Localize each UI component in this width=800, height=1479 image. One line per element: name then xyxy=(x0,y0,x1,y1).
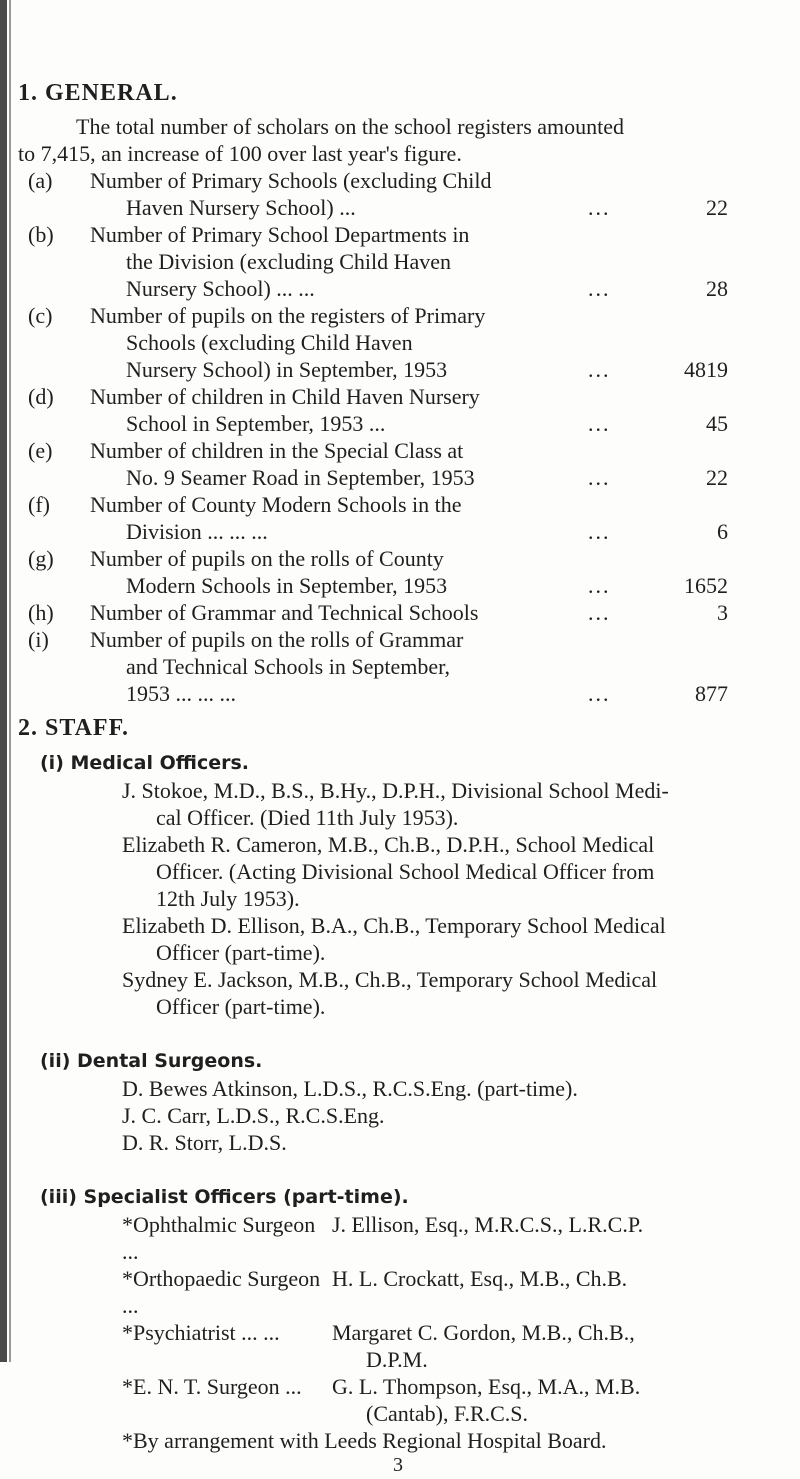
leader-dots: ... xyxy=(588,519,611,544)
item-number: 45 xyxy=(706,411,728,436)
specialist-name xyxy=(332,1211,752,1238)
item-value xyxy=(588,194,728,221)
item-number: 3 xyxy=(717,600,728,625)
entry-line: Officer (part-time). xyxy=(156,994,326,1019)
specialist-entry xyxy=(122,1319,762,1373)
specialist-name xyxy=(332,1373,752,1427)
item-text-line: School in September, 1953 ... xyxy=(126,411,386,436)
specialist-name xyxy=(332,1319,752,1373)
item-value xyxy=(588,275,728,302)
item-value xyxy=(588,680,728,707)
item-text xyxy=(90,221,560,302)
item-text-line: Modern Schools in September, 1953 xyxy=(126,573,448,598)
specialist-name-line: D.P.M. xyxy=(366,1347,428,1372)
item-text xyxy=(90,167,560,221)
leader-dots: ... xyxy=(588,411,611,436)
specialist-entry xyxy=(122,1373,762,1427)
item-text-line: Number of pupils on the registers of Primary xyxy=(90,303,486,328)
medical-officer-entry xyxy=(18,831,778,912)
item-text-line: Number of Primary Schools (excluding Child xyxy=(90,168,492,193)
item-text-line: Division ... ... ... xyxy=(126,519,268,544)
specialist-officers-list xyxy=(18,1211,778,1427)
medical-officer-entry xyxy=(18,912,778,966)
dental-surgeon-entry: D. R. Storr, L.D.S. xyxy=(122,1130,287,1155)
list-item xyxy=(28,599,728,626)
item-value xyxy=(588,356,728,383)
item-letter: (i) xyxy=(28,627,49,652)
item-value xyxy=(588,572,728,599)
item-text xyxy=(90,302,560,383)
item-value xyxy=(588,464,728,491)
item-value xyxy=(588,599,728,626)
item-text xyxy=(90,545,560,599)
leader-dots: ... xyxy=(588,681,611,706)
leader-dots: ... xyxy=(588,600,611,625)
page-number: 3 xyxy=(393,1454,403,1476)
item-letter: (d) xyxy=(28,384,54,409)
medical-officers-heading: (i) Medical Officers. xyxy=(40,752,249,774)
medical-officer-entry xyxy=(18,966,778,1020)
specialist-role: *Psychiatrist ... ... xyxy=(122,1320,280,1345)
specialist-name-line: G. L. Thompson, Esq., M.A., M.B. xyxy=(332,1374,641,1399)
item-letter: (e) xyxy=(28,438,53,463)
item-text xyxy=(90,437,560,491)
item-text-line: and Technical Schools in September, xyxy=(126,654,451,679)
item-text-line: Number of children in Child Haven Nursery xyxy=(90,384,480,409)
item-value xyxy=(588,410,728,437)
list-item xyxy=(28,302,728,383)
specialist-role: *Ophthalmic Surgeon ... xyxy=(122,1212,316,1264)
item-text xyxy=(90,599,560,626)
item-text-line: No. 9 Seamer Road in September, 1953 xyxy=(126,465,475,490)
list-item xyxy=(28,167,728,221)
list-item xyxy=(28,491,728,545)
item-text-line: Number of Primary School Departments in xyxy=(90,222,470,247)
entry-line: Officer. (Acting Divisional School Medical Officer from xyxy=(156,859,655,884)
page-edge-shadow xyxy=(0,0,7,1362)
item-letter: (c) xyxy=(28,303,53,328)
item-number: 1652 xyxy=(684,573,728,598)
item-text xyxy=(90,383,560,437)
item-text-line: Number of pupils on the rolls of County xyxy=(90,546,444,571)
item-value xyxy=(588,518,728,545)
section-1-heading: 1. GENERAL. xyxy=(18,80,178,106)
item-text-line: Nursery School) ... ... xyxy=(126,276,315,301)
item-text-line: Number of County Modern Schools in the xyxy=(90,492,462,517)
specialist-officers-heading: (iii) Specialist Officers (part-time). xyxy=(40,1186,409,1208)
dental-surgeons-heading: (ii) Dental Surgeons. xyxy=(40,1050,263,1072)
entry-line: Elizabeth D. Ellison, B.A., Ch.B., Temporary School Medical xyxy=(122,913,666,938)
item-text-line: Number of Grammar and Technical Schools xyxy=(90,600,479,625)
item-text-line: Number of pupils on the rolls of Grammar xyxy=(90,627,464,652)
list-item xyxy=(28,626,728,707)
item-text xyxy=(90,626,560,707)
entry-line: cal Officer. (Died 11th July 1953). xyxy=(156,805,459,830)
item-number: 22 xyxy=(706,195,728,220)
item-letter: (h) xyxy=(28,600,54,625)
item-number: 4819 xyxy=(684,357,728,382)
item-number: 877 xyxy=(695,681,728,706)
item-text-line: Nursery School) in September, 1953 xyxy=(126,357,448,382)
medical-officers-list xyxy=(18,777,778,1020)
item-letter: (a) xyxy=(28,168,53,193)
list-item xyxy=(28,545,728,599)
entry-line: J. Stokoe, M.D., B.S., B.Hy., D.P.H., Divisional School Medi- xyxy=(122,778,669,803)
leader-dots: ... xyxy=(588,357,611,382)
item-number: 6 xyxy=(717,519,728,544)
item-letter: (g) xyxy=(28,546,54,571)
item-letter: (f) xyxy=(28,492,50,517)
list-item xyxy=(28,221,728,302)
dental-surgeon-entry: J. C. Carr, L.D.S., R.C.S.Eng. xyxy=(122,1103,385,1128)
specialist-entry xyxy=(122,1265,762,1319)
item-letter: (b) xyxy=(28,222,54,247)
specialist-role: *Orthopaedic Surgeon ... xyxy=(122,1266,321,1318)
item-number: 22 xyxy=(706,465,728,490)
document-page xyxy=(18,80,778,1479)
item-text xyxy=(90,491,560,545)
item-text-line: Number of children in the Special Class at xyxy=(90,438,464,463)
entry-line: Elizabeth R. Cameron, M.B., Ch.B., D.P.H., School Medical xyxy=(122,832,655,857)
specialist-name-line: Margaret C. Gordon, M.B., Ch.B., xyxy=(332,1320,635,1345)
entry-line: 12th July 1953). xyxy=(156,886,300,911)
leader-dots: ... xyxy=(588,276,611,301)
leader-dots: ... xyxy=(588,465,611,490)
section-2-heading: 2. STAFF. xyxy=(18,715,130,741)
specialist-name-line: J. Ellison, Esq., M.R.C.S., L.R.C.P. xyxy=(332,1212,644,1237)
specialist-name-line: H. L. Crockatt, Esq., M.B., Ch.B. xyxy=(332,1266,628,1291)
specialist-role: *E. N. T. Surgeon ... xyxy=(122,1374,302,1399)
specialist-name xyxy=(332,1265,752,1292)
dental-surgeon-entry: D. Bewes Atkinson, L.D.S., R.C.S.Eng. (part-time). xyxy=(122,1076,578,1101)
entry-line: Officer (part-time). xyxy=(156,940,326,965)
specialist-name-line: (Cantab), F.R.C.S. xyxy=(366,1401,529,1426)
list-item xyxy=(28,437,728,491)
page-edge-line xyxy=(9,0,11,1362)
item-text-line: the Division (excluding Child Haven xyxy=(126,249,452,274)
footnote: *By arrangement with Leeds Regional Hospital Board. xyxy=(122,1428,607,1453)
dental-surgeons-list xyxy=(18,1075,778,1156)
specialist-entry xyxy=(122,1211,762,1265)
statistics-list xyxy=(18,167,778,707)
intro-line-1: The total number of scholars on the school registers amounted xyxy=(76,114,625,139)
intro-line-2: to 7,415, an increase of 100 over last year's figure. xyxy=(18,141,462,166)
list-item xyxy=(28,383,728,437)
item-number: 28 xyxy=(706,276,728,301)
leader-dots: ... xyxy=(588,195,611,220)
item-text-line: 1953 ... ... ... xyxy=(126,681,236,706)
medical-officer-entry xyxy=(18,777,778,831)
item-text-line: Schools (excluding Child Haven xyxy=(126,330,413,355)
item-text-line: Haven Nursery School) ... xyxy=(126,195,356,220)
entry-line: Sydney E. Jackson, M.B., Ch.B., Temporary School Medical xyxy=(122,967,658,992)
leader-dots: ... xyxy=(588,573,611,598)
